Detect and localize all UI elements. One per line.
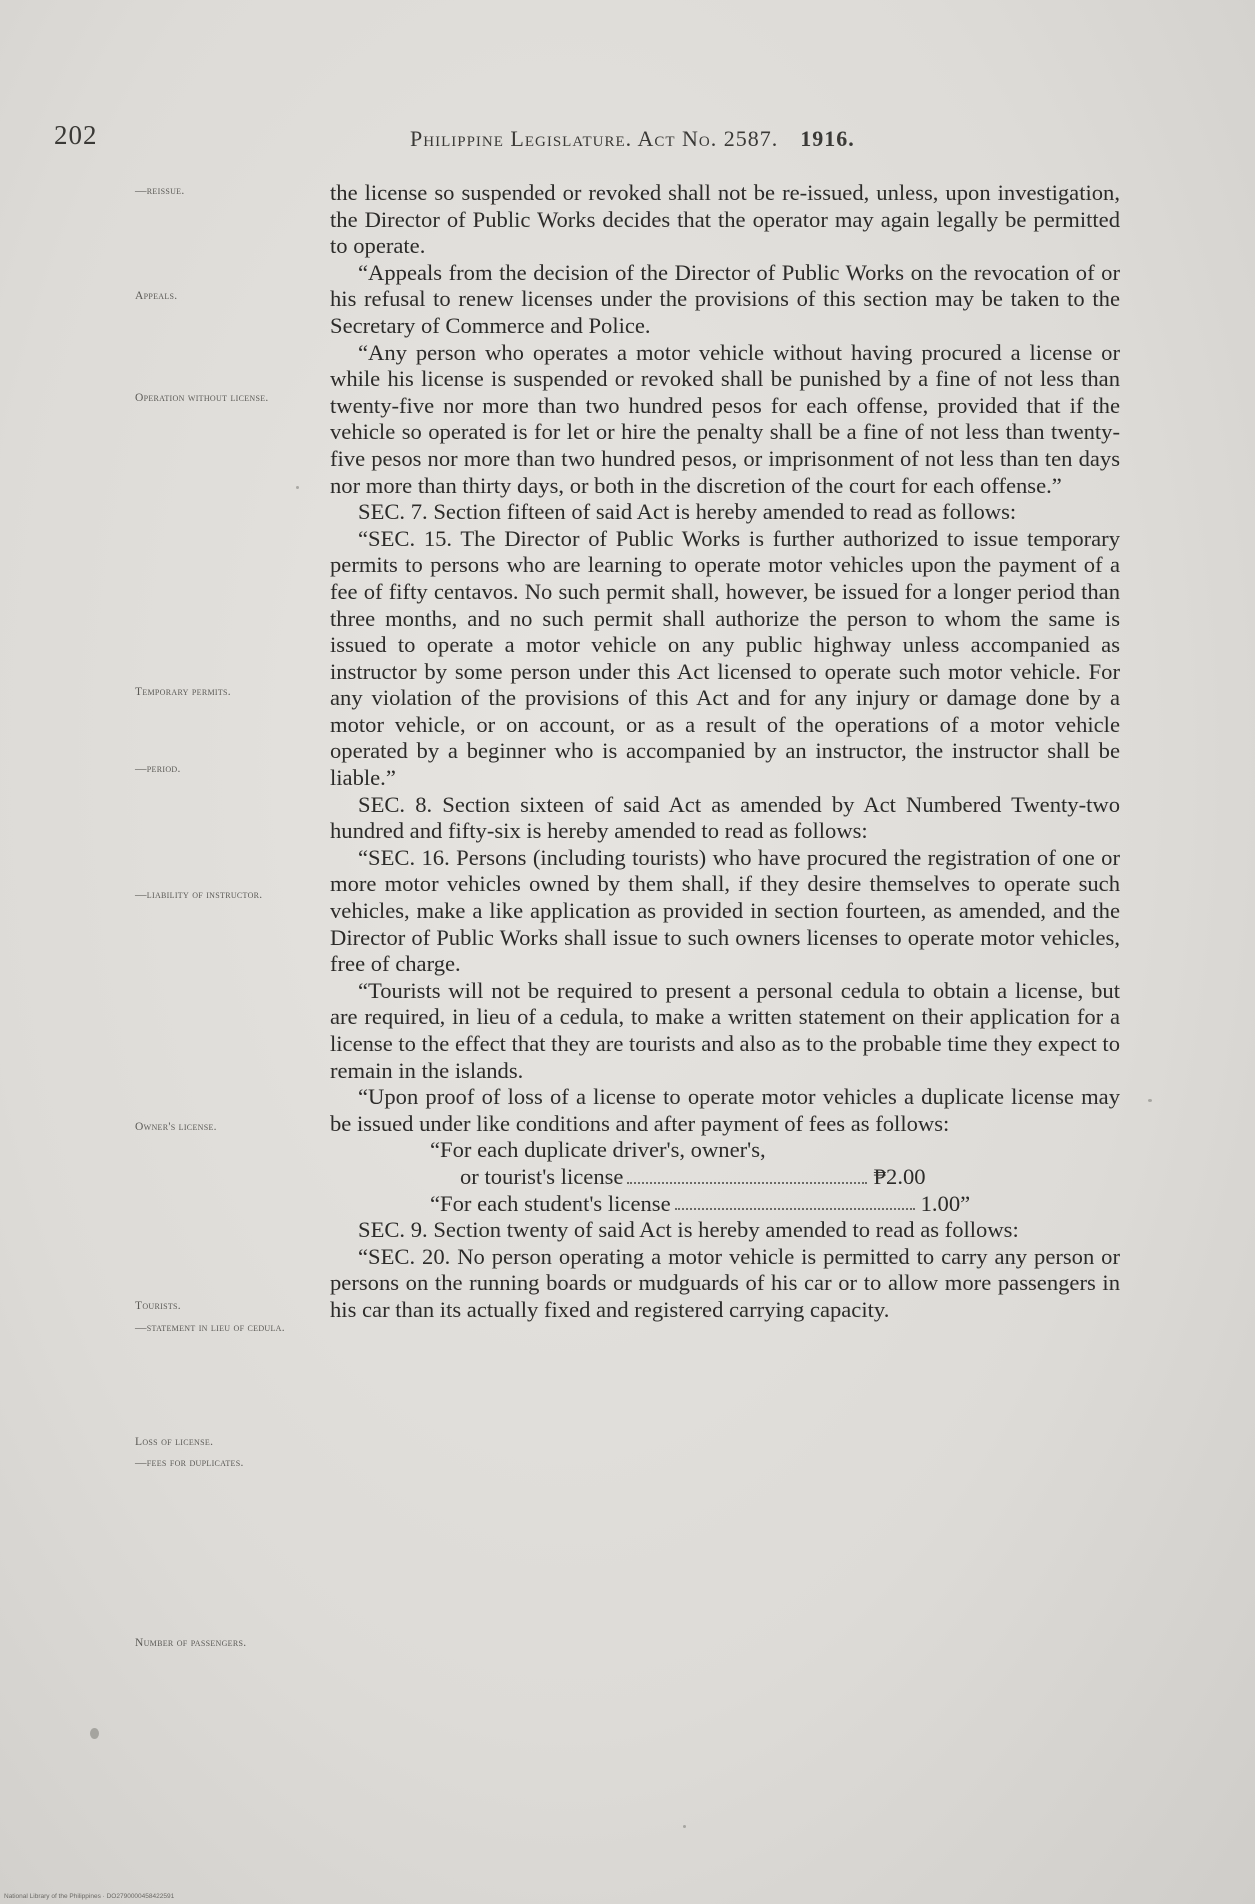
paragraph-appeals: “Appeals from the decision of the Director of Public Works on the revocation of or his refusal to renew licenses under the provisions of this section may be taken to the Secretary of Commerce and Police. xyxy=(330,259,1120,338)
margin-note-period: —period. xyxy=(135,763,181,775)
running-title: Philippine Legislature. Act No. 2587. xyxy=(410,126,779,151)
margin-note-number-of-passengers: Number of passengers. xyxy=(135,1637,247,1649)
paragraph-sec-16: “SEC. 16. Persons (including tourists) who have procured the registration of one or more motor vehicles owned by them shall, if they desire themselves to operate such vehicles, make a like application as provided in section fourteen, as amended, and the Director of Public Works shall issue to such owners licenses to operate motor vehicles, free of charge. xyxy=(330,844,1120,977)
scan-speck xyxy=(90,1728,99,1739)
footer-credit: National Library of the Philippines · DO2790000458422591 xyxy=(4,1893,175,1900)
paragraph-sec-15: “SEC. 15. The Director of Public Works is further authorized to issue temporary permits to persons who are learning to operate motor vehicles upon the payment of a fee of fifty centavos. No such permit shall, however, be issued for a longer period than three months, and no such permit shall authorize the person to whom the same is issued to operate a motor vehicle on any public highway unless accompanied as instructor by some person under this Act licensed to operate such motor vehicle. For any violation of the provisions of this Act and for any injury or damage done by a motor vehicle, or on account, or as a result of the operations of a motor vehicle operated by a beginner who is accompanied by an instructor, the instructor shall be liable.” xyxy=(330,525,1120,791)
paragraph-tourists: “Tourists will not be required to present a personal cedula to obtain a license, but are required, in lieu of a cedula, to make a written statement on their application for a license to the effect that they are tourists and also as to the probable time they expect to remain in the islands. xyxy=(330,977,1120,1083)
paragraph-operation-without-license: “Any person who operates a motor vehicle without having procured a license or while his license is suspended or revoked shall be punished by a fine of not less than twenty-five nor more than two hundred pesos for each offense, provided that if the vehicle so operated is for let or hire the penalty shall be a fine of not less than twenty-five pesos nor more than two hundred pesos, or imprisonment of not less than ten days nor more than thirty days, or both in the discretion of the court for each offense.” xyxy=(330,339,1120,498)
fee-amount-duplicate: ₱2.00 xyxy=(873,1163,926,1189)
fee-label-duplicate: “For each duplicate driver's, owner's, xyxy=(430,1137,766,1163)
margin-note-loss-of-license: Loss of license. xyxy=(135,1436,214,1448)
paragraph-sec-7: SEC. 7. Section fifteen of said Act is hereby amended to read as follows: xyxy=(358,499,1017,525)
fee-line-student-license xyxy=(330,1191,1120,1218)
margin-note-temporary-permits: Temporary permits. xyxy=(135,686,231,698)
page-number: 202 xyxy=(54,120,98,150)
fee-line-tourist-license xyxy=(330,1164,1120,1191)
leader-dots xyxy=(675,1191,915,1211)
margin-note-owners-license: Owner's license. xyxy=(135,1121,217,1133)
paragraph-sec-20: “SEC. 20. No person operating a motor vehicle is permitted to carry any person or persons on the running boards or mudguards of his car or to allow more passengers in his car than its actually fixed and registered carrying capacity. xyxy=(330,1243,1120,1322)
margin-note-liability-of-instructor: —liability of instructor. xyxy=(135,889,263,901)
margin-note-statement-in-lieu-of-cedula: —statement in lieu of cedula. xyxy=(135,1322,285,1334)
scan-speck xyxy=(296,486,299,489)
leader-dots xyxy=(627,1164,867,1184)
margin-note-tourists: Tourists. xyxy=(135,1300,181,1312)
paragraph-reissue: the license so suspended or revoked shall not be re-issued, unless, upon investigation, the Director of Public Works decides that the operator may again legally be permitted to operate. xyxy=(330,180,1120,259)
paragraph-sec-9: SEC. 9. Section twenty of said Act is hereby amended to read as follows: xyxy=(358,1217,1019,1243)
scan-speck xyxy=(683,1825,686,1828)
margin-note-operation-without-license: Operation without license. xyxy=(135,392,269,404)
running-head-year: 1916. xyxy=(800,126,855,151)
running-head xyxy=(410,126,855,152)
fee-label-student-license: “For each student's license xyxy=(430,1190,671,1216)
fee-label-tourist-license: or tourist's license xyxy=(460,1163,624,1189)
paragraph-sec-8: SEC. 8. Section sixteen of said Act as amended by Act Numbered Twenty-two hundred and fifty-six is hereby amended to read as follows: xyxy=(330,791,1120,844)
fee-amount-student: 1.00” xyxy=(920,1190,971,1216)
margin-note-fees-for-duplicates: —fees for duplicates. xyxy=(135,1457,244,1469)
margin-note-appeals: Appeals. xyxy=(135,290,178,302)
paragraph-loss-of-license: “Upon proof of loss of a license to operate motor vehicles a duplicate license may be issued under like conditions and after payment of fees as follows: xyxy=(330,1084,1120,1136)
body-text xyxy=(330,180,1120,1324)
margin-note-reissue: —reissue. xyxy=(135,185,185,197)
fee-line-duplicate xyxy=(330,1137,1120,1164)
scan-speck xyxy=(1148,1099,1152,1102)
